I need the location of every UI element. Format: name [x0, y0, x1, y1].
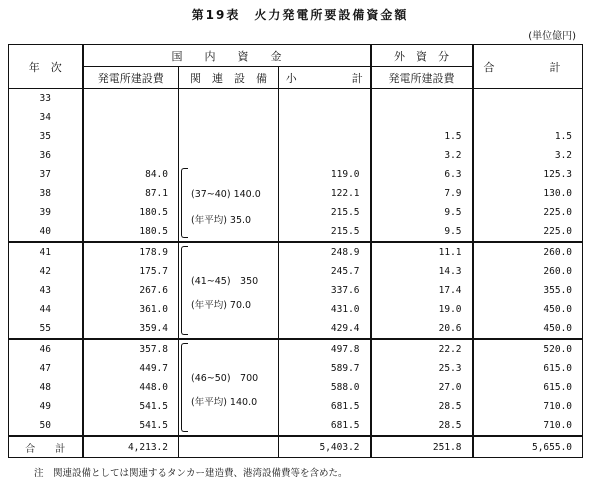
- brace-mark: [181, 343, 188, 432]
- subtotal-cell: 588.0: [279, 378, 371, 397]
- table-row: [9, 300, 583, 319]
- totals-subtotal: 5,403.2: [279, 436, 371, 458]
- related-total: (37~40) 140.0: [191, 189, 261, 200]
- table-title: 第19表 火力発電所要設備資金額: [191, 8, 409, 22]
- plant-cell: 541.5: [83, 416, 179, 436]
- subtotal-cell: [279, 89, 371, 109]
- year-cell: 38: [9, 184, 83, 203]
- table-row: [9, 203, 583, 222]
- related-average: (年平均) 140.0: [191, 397, 258, 408]
- foreign-cell: 27.0: [371, 378, 473, 397]
- plant-cell: 267.6: [83, 281, 179, 300]
- total-cell: 225.0: [543, 226, 573, 237]
- totals-grand: 5,655.0: [473, 436, 583, 458]
- subtotal-cell: 245.7: [279, 262, 371, 281]
- total-header: [473, 45, 583, 89]
- plant-cell: 180.5: [83, 222, 179, 242]
- subtotal-cell: 429.4: [279, 319, 371, 339]
- year-cell: 34: [9, 108, 83, 127]
- total-cell: 260.0: [543, 266, 573, 277]
- foreign-cell: 7.9: [371, 184, 473, 203]
- plant-header: 発電所建設費: [83, 67, 179, 89]
- total-cell: 225.0: [543, 207, 573, 218]
- total-cell: 260.0: [473, 242, 583, 262]
- table-row: [9, 339, 583, 359]
- subtotal-cell: 215.5: [279, 222, 371, 242]
- foreign-cell: 25.3: [371, 359, 473, 378]
- plant-cell: 87.1: [83, 184, 179, 203]
- foreign-cell: 17.4: [371, 281, 473, 300]
- related-total: (46~50) 700: [191, 373, 259, 384]
- subtotal-cell: 248.9: [279, 242, 371, 262]
- table-row: [9, 108, 583, 127]
- foreign-cell: 19.0: [371, 300, 473, 319]
- total-cell: 450.0: [543, 304, 573, 315]
- foreign-cell: 1.5: [371, 127, 473, 146]
- year-cell: 46: [9, 339, 83, 359]
- foreign-cell: 28.5: [371, 397, 473, 416]
- year-cell: 33: [9, 89, 83, 109]
- plant-cell: [83, 89, 179, 109]
- year-cell: 36: [9, 146, 83, 165]
- year-cell: 44: [9, 300, 83, 319]
- plant-cell: 361.0: [83, 300, 179, 319]
- total-cell: 615.0: [543, 363, 573, 374]
- total-header-text: 合 計: [483, 60, 561, 74]
- subtotal-cell: 122.1: [279, 184, 371, 203]
- table-row: [9, 319, 583, 339]
- funding-table: [8, 44, 583, 458]
- related-group-3: [179, 339, 279, 436]
- plant-cell: 84.0: [83, 165, 179, 184]
- foreign-cell: 6.3: [371, 165, 473, 184]
- table-row: [9, 397, 583, 416]
- foreign-cell: [371, 108, 473, 127]
- unit-label: (単位億円): [528, 31, 576, 42]
- table-row: [9, 165, 583, 184]
- foreign-cell: 14.3: [371, 262, 473, 281]
- brace-mark: [181, 246, 188, 335]
- table-row: [9, 127, 583, 146]
- table-row: [9, 416, 583, 436]
- year-cell: 41: [9, 242, 83, 262]
- plant-cell: 180.5: [83, 203, 179, 222]
- year-cell: 40: [9, 222, 83, 242]
- year-cell: 48: [9, 378, 83, 397]
- foreign-cell: 9.5: [371, 222, 473, 242]
- related-cell-empty: [179, 89, 279, 166]
- subtotal-cell: 497.8: [279, 339, 371, 359]
- subtotal-cell: [279, 146, 371, 165]
- year-cell: 50: [9, 416, 83, 436]
- plant-cell: 449.7: [83, 359, 179, 378]
- table-row: [9, 184, 583, 203]
- plant-cell: [83, 146, 179, 165]
- subtotal-cell: [279, 127, 371, 146]
- year-cell: 43: [9, 281, 83, 300]
- table-row: [9, 222, 583, 242]
- total-cell: 130.0: [543, 188, 573, 199]
- total-cell: 710.0: [543, 420, 573, 431]
- foreign-plant-header: 発電所建設費: [371, 67, 473, 89]
- year-cell: 42: [9, 262, 83, 281]
- year-cell: 39: [9, 203, 83, 222]
- foreign-cell: [371, 89, 473, 109]
- related-average: (年平均) 35.0: [191, 215, 252, 226]
- foreign-cell: 11.1: [371, 242, 473, 262]
- subtotal-cell: 215.5: [279, 203, 371, 222]
- total-cell: 520.0: [473, 339, 583, 359]
- table-row: [9, 89, 583, 109]
- table-row: [9, 242, 583, 262]
- totals-foreign: 251.8: [371, 436, 473, 458]
- total-cell: 3.2: [554, 150, 573, 161]
- totals-plant: 4,213.2: [83, 436, 179, 458]
- total-cell: [473, 89, 583, 109]
- total-cell: 450.0: [543, 323, 573, 334]
- table-row: [9, 262, 583, 281]
- totals-label: 合 計: [9, 436, 83, 458]
- year-header: 年 次: [9, 45, 83, 89]
- subtotal-cell: 589.7: [279, 359, 371, 378]
- related-total: (41~45) 350: [191, 276, 259, 287]
- total-cell: 710.0: [543, 401, 573, 412]
- related-group-1: [179, 165, 279, 242]
- year-cell: 55: [9, 319, 83, 339]
- year-cell: 35: [9, 127, 83, 146]
- table-row: [9, 146, 583, 165]
- related-header: 関 連 設 備: [179, 67, 279, 89]
- subtotal-cell: 119.0: [279, 165, 371, 184]
- subtotal-cell: 681.5: [279, 397, 371, 416]
- plant-cell: [83, 108, 179, 127]
- footnote: 注 関連設備としては関連するタンカー建造費、港湾設備費等を含めた。: [34, 468, 348, 479]
- plant-cell: 448.0: [83, 378, 179, 397]
- subtotal-cell: 681.5: [279, 416, 371, 436]
- total-cell: 1.5: [554, 131, 573, 142]
- plant-cell: [83, 127, 179, 146]
- plant-cell: 359.4: [83, 319, 179, 339]
- totals-related-empty: [179, 436, 279, 458]
- year-cell: 49: [9, 397, 83, 416]
- related-group-2: [179, 242, 279, 339]
- plant-cell: 541.5: [83, 397, 179, 416]
- table-row: [9, 378, 583, 397]
- foreign-cell: 28.5: [371, 416, 473, 436]
- total-cell: 355.0: [543, 285, 573, 296]
- plant-cell: 175.7: [83, 262, 179, 281]
- plant-cell: 178.9: [83, 242, 179, 262]
- related-average: (年平均) 70.0: [191, 300, 252, 311]
- foreign-cell: 22.2: [371, 339, 473, 359]
- table-row: [9, 359, 583, 378]
- subtotal-cell: 337.6: [279, 281, 371, 300]
- total-cell: 615.0: [543, 382, 573, 393]
- foreign-header: 外 資 分: [371, 45, 473, 67]
- plant-cell: 357.8: [83, 339, 179, 359]
- foreign-cell: 3.2: [371, 146, 473, 165]
- foreign-cell: 20.6: [371, 319, 473, 339]
- totals-row: [9, 436, 583, 458]
- total-cell: [473, 108, 583, 127]
- year-cell: 37: [9, 165, 83, 184]
- subtotal-header: 小 計: [279, 67, 371, 89]
- table-row: [9, 281, 583, 300]
- foreign-cell: 9.5: [371, 203, 473, 222]
- domestic-header: 国 内 資 金: [83, 45, 371, 67]
- year-cell: 47: [9, 359, 83, 378]
- subtotal-cell: [279, 108, 371, 127]
- brace-mark: [181, 168, 188, 238]
- subtotal-cell: 431.0: [279, 300, 371, 319]
- total-cell: 125.3: [543, 169, 573, 180]
